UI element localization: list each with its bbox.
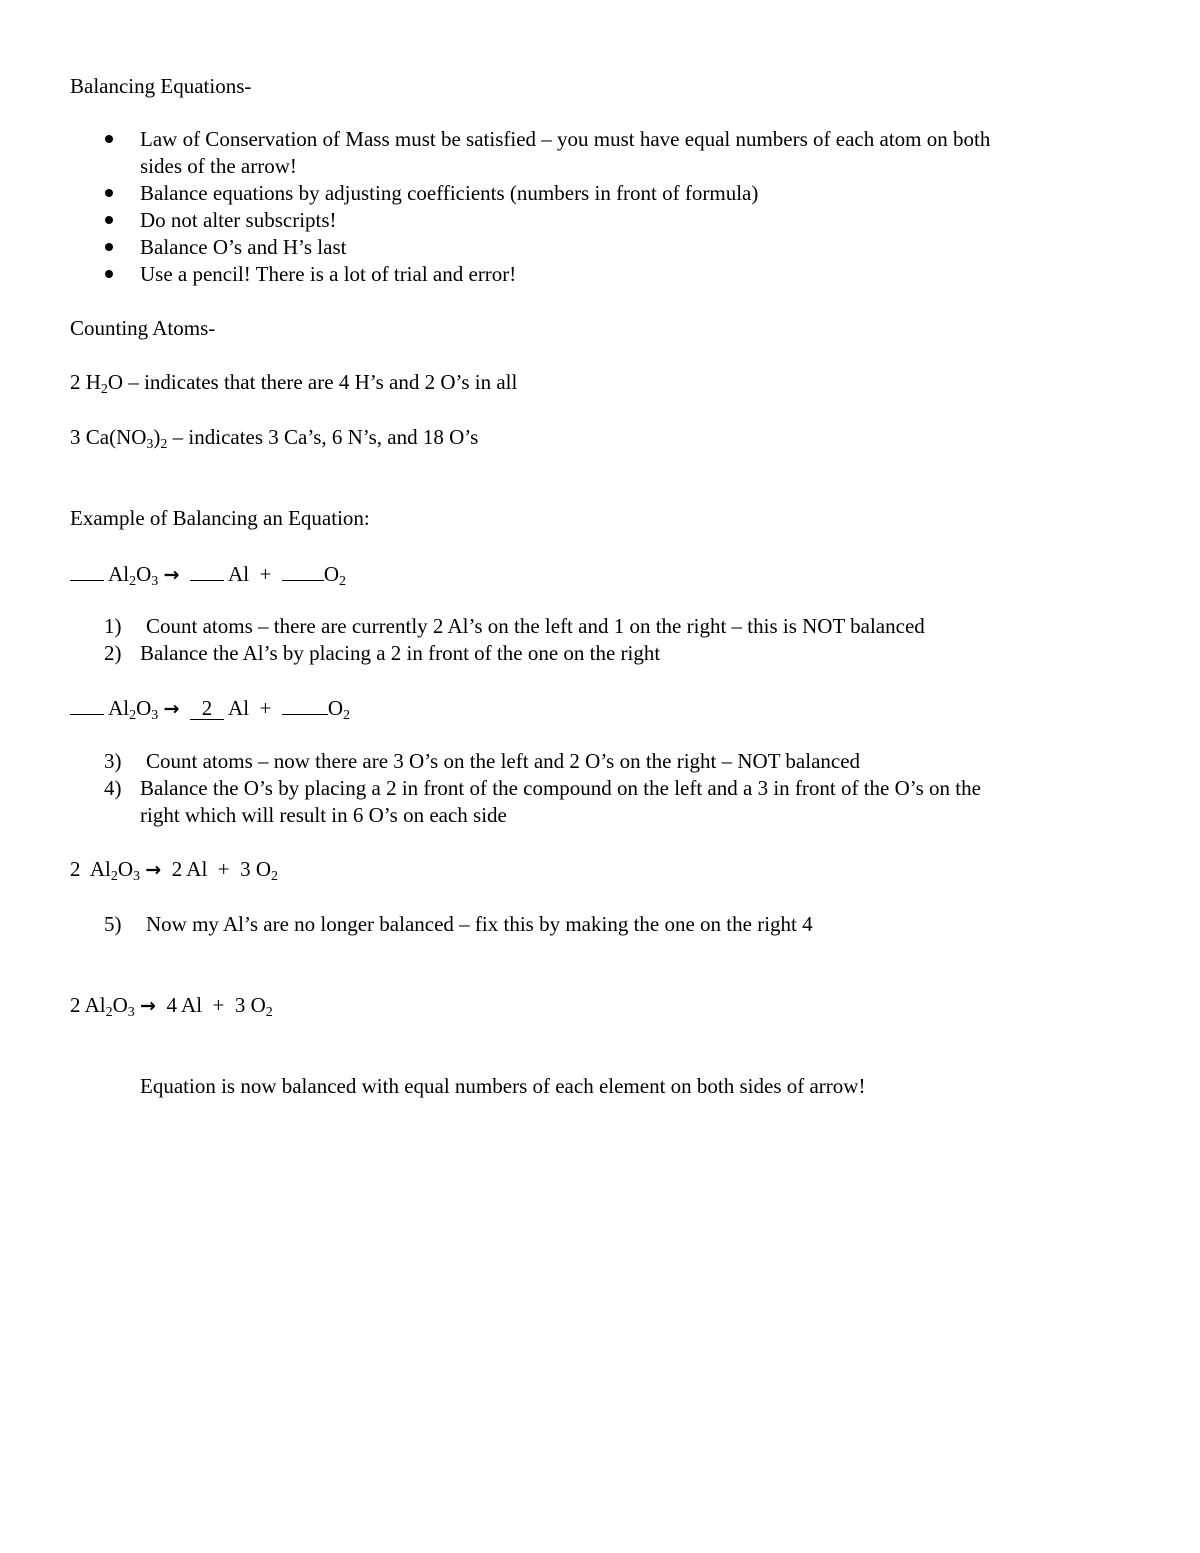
step-number: 5) — [104, 912, 122, 936]
reaction-arrow-icon: → — [163, 564, 180, 586]
element-symbol: O — [323, 562, 340, 586]
product-term: 3 O — [234, 993, 266, 1017]
subscript: 2 — [110, 869, 118, 884]
formula-explanation: O – indicates that there are 4 H’s and 2 O’s in all — [107, 370, 518, 394]
step-number: 3) — [104, 749, 122, 773]
bullet-text: Law of Conservation of Mass must be satisfied – you must have equal numbers of each atom on both — [140, 127, 991, 151]
element-symbol: Al — [228, 562, 250, 586]
plus-sign: + — [259, 562, 272, 586]
bullet-item — [140, 180, 758, 207]
step-number: 2) — [104, 641, 122, 665]
coefficient-blank — [190, 560, 224, 581]
bullet-text: Balance equations by adjusting coefficients (numbers in front of formula) — [140, 181, 759, 205]
element-symbol: O — [136, 562, 152, 586]
subscript: 3 — [151, 708, 159, 723]
coefficient-blank — [282, 560, 324, 581]
step-item — [104, 748, 861, 775]
step-text: Count atoms – there are currently 2 Al’s on the left and 1 on the right – this is NOT balanced — [146, 614, 925, 638]
conclusion-text: Equation is now balanced with equal numbers of each element on both sides of arrow! — [140, 1074, 866, 1098]
counting-example-calcium-nitrate — [70, 424, 478, 451]
step-text: Balance the Al’s by placing a 2 in front of the one on the right — [140, 641, 661, 665]
step-text: Balance the O’s by placing a 2 in front of the compound on the left and a 3 in front of the O’s on the — [140, 776, 981, 800]
bullet-icon — [105, 135, 113, 143]
coefficient-blank — [282, 694, 328, 715]
step-item — [104, 640, 661, 667]
bullet-text: sides of the arrow! — [140, 154, 297, 178]
bullet-text: Do not alter subscripts! — [140, 208, 337, 232]
element-symbol: Al — [108, 696, 130, 720]
bullet-icon — [105, 216, 113, 224]
step-number: 1) — [104, 614, 122, 638]
element-symbol: O — [112, 993, 128, 1017]
subscript: 3 — [151, 574, 159, 589]
reaction-arrow-icon: → — [163, 698, 180, 720]
subscript: 3 — [127, 1005, 135, 1020]
bullet-icon — [105, 243, 113, 251]
subscript: 2 — [271, 869, 279, 884]
bullet-item — [140, 126, 990, 153]
step-text: Count atoms – now there are 3 O’s on the left and 2 O’s on the right – NOT balanced — [146, 749, 861, 773]
bullet-icon — [105, 270, 113, 278]
element-symbol: Al — [228, 696, 250, 720]
element-symbol: O — [327, 696, 344, 720]
plus-sign: + — [217, 857, 230, 881]
formula-part: 3 Ca(NO — [70, 425, 147, 449]
bullet-text: Balance O’s and H’s last — [140, 235, 347, 259]
formula-part: ) — [153, 425, 161, 449]
step-number: 4) — [104, 776, 122, 800]
step-item — [104, 613, 925, 640]
step-item — [104, 911, 813, 938]
step-text: right which will result in 6 O’s on each side — [140, 803, 507, 827]
subscript: 2 — [129, 574, 137, 589]
element-symbol: O — [117, 857, 134, 881]
equation-step-3 — [70, 856, 278, 884]
reaction-arrow-icon: → — [145, 859, 162, 881]
element-symbol: Al — [89, 857, 111, 881]
counting-example-water — [70, 369, 517, 396]
coefficient-blank — [70, 560, 104, 581]
subscript: 2 — [129, 708, 137, 723]
subscript: 3 — [146, 437, 154, 452]
coefficient-filled: 2 — [190, 697, 224, 720]
subscript: 2 — [100, 382, 108, 397]
subscript: 2 — [339, 574, 347, 589]
product-term: 2 Al — [171, 857, 208, 881]
product-term: 4 Al — [166, 993, 203, 1017]
step-text: Now my Al’s are no longer balanced – fix this by making the one on the right 4 — [146, 912, 813, 936]
formula-part: 2 H — [70, 370, 101, 394]
bullet-item — [140, 234, 346, 261]
step-item-continuation — [140, 802, 507, 829]
heading-balancing-equations: Balancing Equations- — [70, 74, 252, 98]
plus-sign: + — [212, 993, 225, 1017]
bullet-text: Use a pencil! There is a lot of trial and error! — [140, 262, 517, 286]
coefficient-blank — [70, 694, 104, 715]
reactant-term: 2 Al — [70, 993, 106, 1017]
bullet-icon — [105, 189, 113, 197]
step-item — [104, 775, 981, 802]
subscript: 2 — [343, 708, 351, 723]
subscript: 2 — [105, 1005, 113, 1020]
subscript: 3 — [133, 869, 141, 884]
heading-counting-atoms: Counting Atoms- — [70, 316, 216, 340]
equation-unbalanced — [70, 560, 346, 589]
element-symbol: Al — [108, 562, 130, 586]
heading-example: Example of Balancing an Equation: — [70, 506, 370, 530]
product-term: 3 O — [240, 857, 272, 881]
subscript: 2 — [160, 437, 168, 452]
subscript: 2 — [265, 1005, 273, 1020]
bullet-item — [140, 207, 337, 234]
plus-sign: + — [259, 696, 272, 720]
formula-explanation: – indicates 3 Ca’s, 6 N’s, and 18 O’s — [167, 425, 479, 449]
coefficient: 2 — [70, 857, 81, 881]
bullet-item — [140, 261, 516, 288]
equation-step-2 — [70, 694, 350, 723]
bullet-item-continuation — [140, 153, 297, 180]
reaction-arrow-icon: → — [140, 995, 156, 1017]
element-symbol: O — [136, 696, 152, 720]
equation-balanced — [70, 992, 273, 1020]
